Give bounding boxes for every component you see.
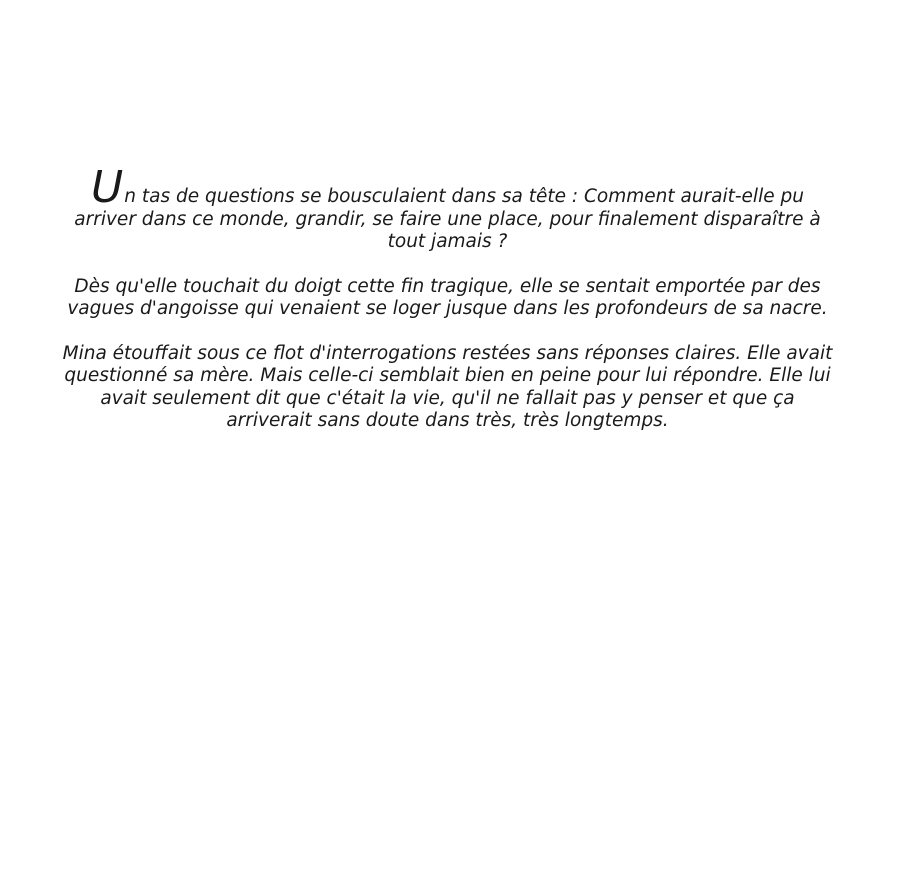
paragraph-1-text: n tas de questions se bousculaient dans sa tête : Comment aurait-elle pu arriver dans ce monde, grandir, se faire une place, pour finalement disparaître à tout jamais ? [74, 186, 821, 252]
paragraph-2: Dès qu'elle touchait du doigt cette fin tragique, elle se sentait emportée par des vagues d'angoisse qui venaient se loger jusque dans les profondeurs de sa nacre. [67, 275, 828, 319]
drop-cap: U [91, 162, 124, 213]
paragraph-3: Mina étouffait sous ce flot d'interrogations restées sans réponses claires. Elle avait questionné sa mère. Mais celle-ci semblait bien en peine pour lui répondre. Elle lui avait seulement dit que c'était la vie, qu'il ne fallait pas y penser et que ça arriverait sans doute dans très, très longtemps. [62, 342, 833, 431]
paragraph-1 [60, 162, 835, 254]
story-text [60, 162, 835, 455]
